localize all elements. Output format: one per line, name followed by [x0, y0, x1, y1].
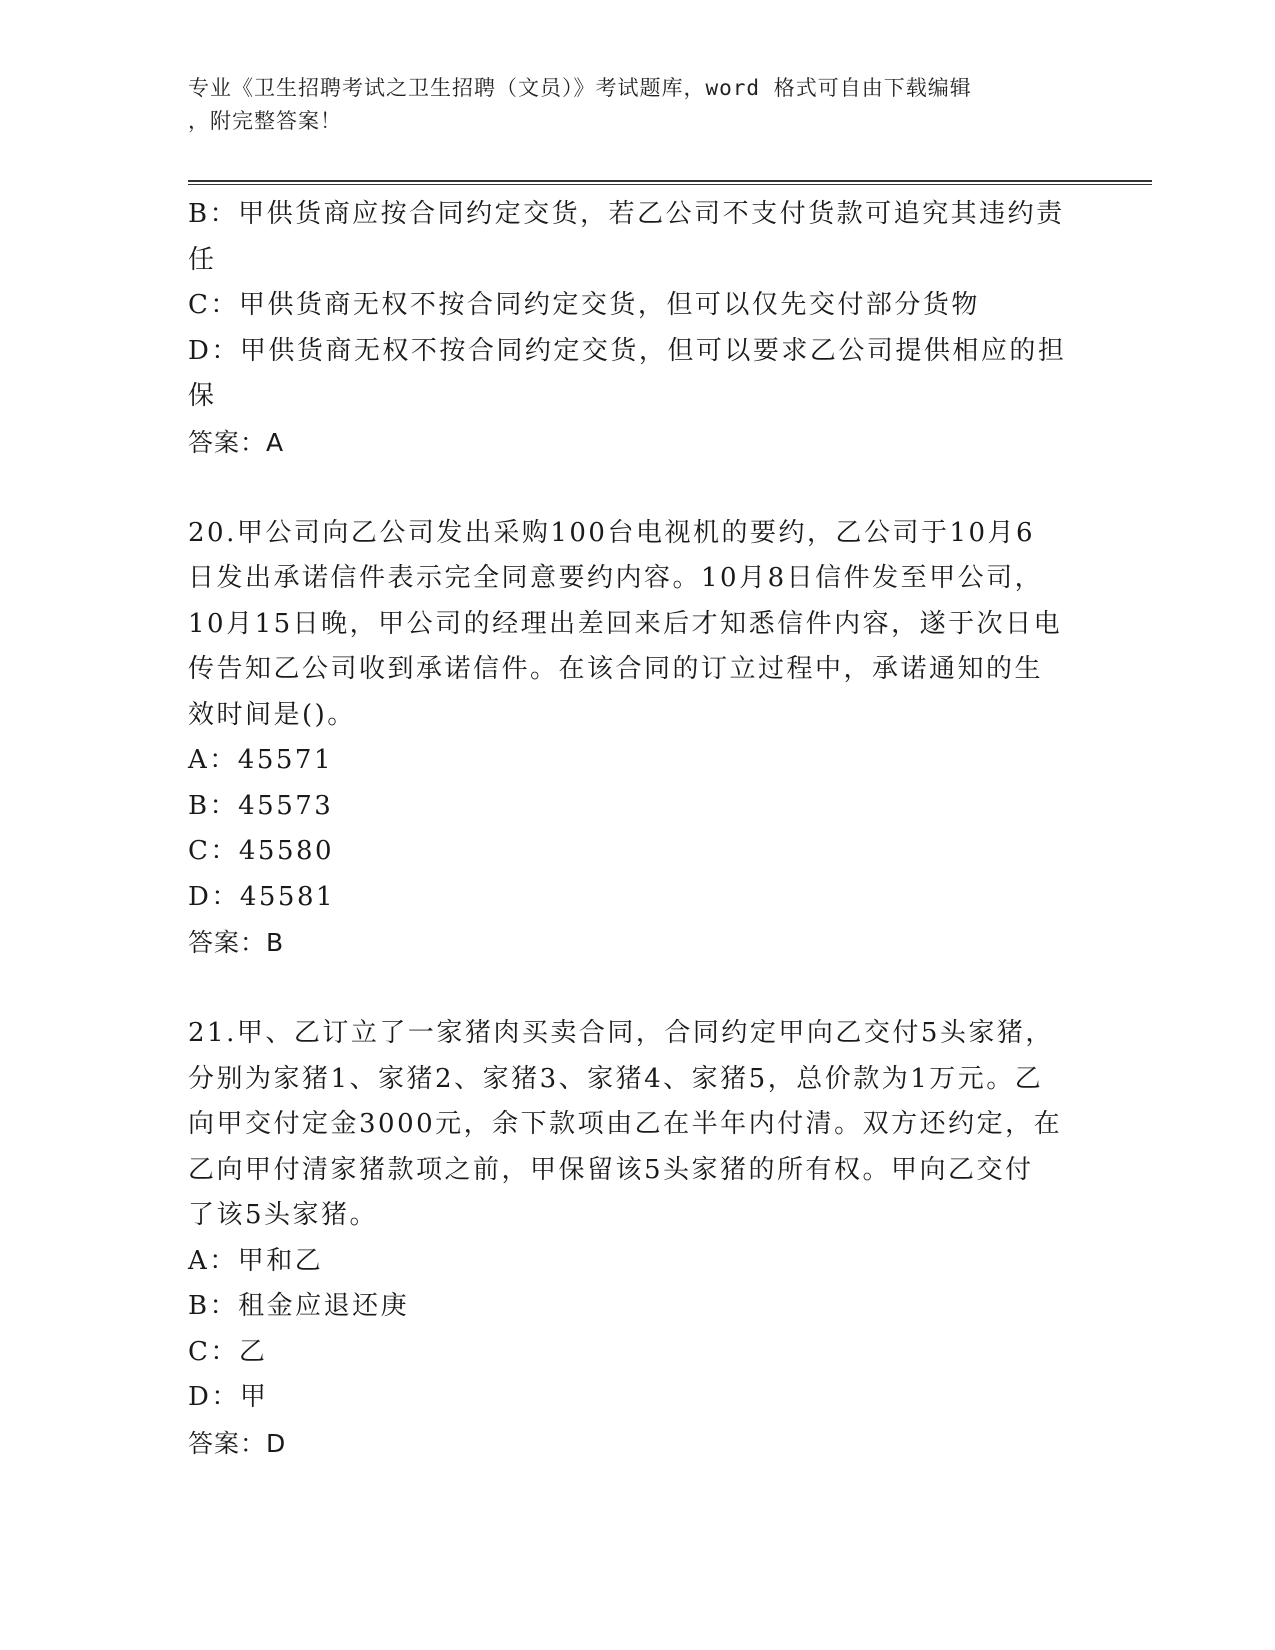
q21-stem-line3: 向甲交付定金3000元，余下款项由乙在半年内付清。双方还约定，在	[188, 1109, 1063, 1139]
q20-option-a: A：45571	[188, 745, 333, 775]
q21-stem-line5: 了该5头家猪。	[188, 1200, 379, 1230]
q20-stem-line1: 20.甲公司向乙公司发出采购100台电视机的要约，乙公司于10月6	[188, 517, 1036, 548]
q20-option-b: B：45573	[188, 790, 334, 821]
q20-stem-line3: 10月15日晚，甲公司的经理出差回来后才知悉信件内容，遂于次日电	[188, 608, 1063, 639]
q21-option-c: C：乙	[188, 1336, 268, 1367]
q20-answer: 答案：B	[188, 928, 285, 957]
q19-option-c: C：甲供货商无权不按合同约定交货，但可以仅先交付部分货物	[188, 290, 980, 320]
question-content	[188, 192, 1088, 1466]
q20-stem-line2: 日发出承诺信件表示完全同意要约内容。10月8日信件发至甲公司，	[188, 563, 1044, 593]
header-line-2: ，附完整答案！	[188, 109, 342, 133]
q21-option-b: B：租金应退还庚	[188, 1291, 410, 1321]
q19-option-b-line2: 任	[188, 244, 217, 275]
q21-stem-line1: 21.甲、乙订立了一家猪肉买卖合同，合同约定甲向乙交付5头家猪，	[188, 1018, 1054, 1048]
q21-option-a: A：甲和乙	[188, 1245, 324, 1276]
spacer	[188, 465, 1088, 511]
document-header	[188, 72, 1088, 138]
spacer	[188, 966, 1088, 1012]
q21-option-d: D：甲	[188, 1382, 269, 1412]
q20-stem-line5: 效时间是()。	[188, 699, 356, 730]
header-divider-thick	[188, 180, 1152, 182]
q20-option-d: D：45581	[188, 881, 336, 912]
q19-option-d-line2: 保	[188, 381, 217, 411]
header-line-1: 专业《卫生招聘考试之卫生招聘（文员）》考试题库，word 格式可自由下载编辑	[188, 76, 972, 100]
q19-answer: 答案：A	[188, 427, 285, 457]
q21-stem-line2: 分别为家猪1、家猪2、家猪3、家猪4、家猪5，总价款为1万元。乙	[188, 1063, 1044, 1094]
q21-answer: 答案：D	[188, 1428, 287, 1458]
q20-option-c: C：45580	[188, 836, 335, 866]
q20-stem-line4: 传告知乙公司收到承诺信件。在该合同的订立过程中，承诺通知的生	[188, 654, 1044, 684]
header-divider-thin	[188, 184, 1152, 185]
q21-stem-line4: 乙向甲付清家猪款项之前，甲保留该5头家猪的所有权。甲向乙交付	[188, 1154, 1034, 1185]
q19-option-d-line1: D：甲供货商无权不按合同约定交货，但可以要求乙公司提供相应的担	[188, 335, 1067, 366]
q19-option-b-line1: B：甲供货商应按合同约定交货，若乙公司不支付货款可追究其违约责	[188, 199, 1065, 229]
